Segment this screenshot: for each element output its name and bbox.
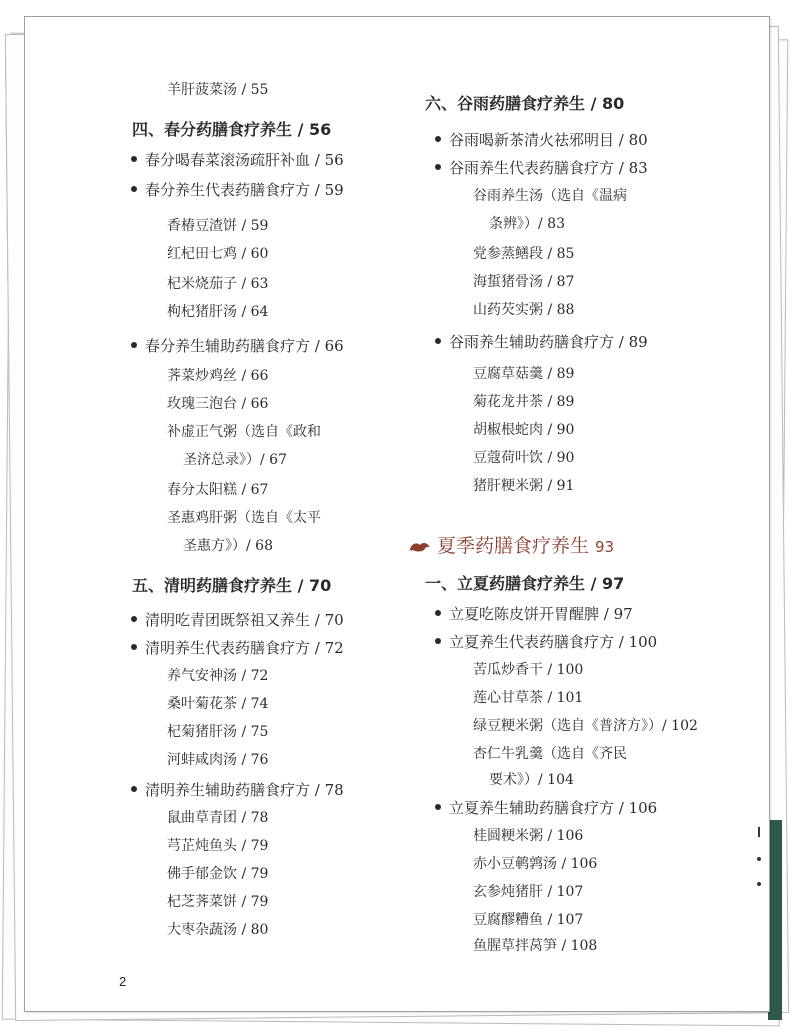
toc-recipe-entry: 胡椒根蛇肉 / 90	[473, 422, 575, 438]
toc-bullet-text: 春分养生代表药膳食疗方 / 59	[145, 181, 344, 199]
toc-recipe-entry: 海蜇猪骨汤 / 87	[473, 274, 575, 290]
toc-bullet-entry	[131, 637, 344, 658]
season-heading	[409, 531, 614, 558]
back-page-edge-green	[768, 820, 782, 1020]
toc-section-heading: 四、春分药膳食疗养生 / 56	[132, 120, 332, 139]
toc-bullet-entry	[435, 331, 648, 352]
bullet-dot-icon	[435, 638, 441, 644]
toc-bullet-entry	[131, 179, 344, 200]
toc-bullet-entry	[435, 631, 657, 652]
toc-bullet-text: 立夏养生代表药膳食疗方 / 100	[449, 633, 658, 651]
toc-recipe-entry: 春分太阳糕 / 67	[167, 482, 269, 498]
bullet-dot-icon	[131, 644, 137, 650]
toc-recipe-entry: 荠菜炒鸡丝 / 66	[167, 368, 269, 384]
toc-recipe-entry: 芎芷炖鱼头 / 79	[167, 838, 269, 854]
toc-recipe-entry: 杞芝荠菜饼 / 79	[167, 894, 269, 910]
toc-recipe-entry: 菊花龙井茶 / 89	[473, 394, 575, 410]
edge-mark	[758, 827, 760, 837]
toc-recipe-entry: 豆腐草菇羹 / 89	[473, 366, 575, 382]
toc-bullet-entry	[435, 797, 657, 818]
toc-bullet-entry	[435, 129, 648, 150]
bullet-dot-icon	[435, 136, 441, 142]
toc-recipe-entry: 莲心甘草茶 / 101	[473, 690, 584, 706]
toc-recipe-entry: 豆腐醪糟鱼 / 107	[473, 912, 584, 928]
bullet-dot-icon	[131, 342, 137, 348]
toc-recipe-entry: 玄参炖猪肝 / 107	[473, 884, 584, 900]
toc-recipe-entry: 赤小豆鹌鹑汤 / 106	[473, 856, 598, 872]
toc-bullet-text: 谷雨养生代表药膳食疗方 / 83	[449, 159, 648, 177]
toc-recipe-entry: 绿豆粳米粥（选自《普济方》）/ 102	[473, 718, 698, 734]
bullet-dot-icon	[435, 804, 441, 810]
toc-bullet-text: 清明养生代表药膳食疗方 / 72	[145, 639, 344, 657]
season-page: 93	[595, 538, 615, 556]
toc-recipe-entry: 佛手郁金饮 / 79	[167, 866, 269, 882]
toc-bullet-text: 春分喝春菜滚汤疏肝补血 / 56	[145, 151, 344, 169]
toc-bullet-entry	[435, 157, 648, 178]
toc-bullet-entry	[435, 603, 633, 624]
toc-bullet-text: 谷雨喝新茶清火祛邪明目 / 80	[449, 131, 648, 149]
bullet-dot-icon	[435, 164, 441, 170]
toc-recipe-entry: 河蚌咸肉汤 / 76	[167, 752, 269, 768]
toc-bullet-entry	[131, 149, 344, 170]
bullet-dot-icon	[435, 338, 441, 344]
toc-bullet-entry	[131, 335, 344, 356]
toc-recipe-entry: 香椿豆渣饼 / 59	[167, 218, 269, 234]
toc-recipe-entry: 养气安神汤 / 72	[167, 668, 269, 684]
bullet-dot-icon	[131, 616, 137, 622]
toc-recipe-entry: 杞米烧茄子 / 63	[167, 276, 269, 292]
toc-recipe-entry: 杏仁牛乳羹（选自《齐民	[473, 746, 627, 762]
toc-recipe-entry: 桂圆粳米粥 / 106	[473, 828, 584, 844]
toc-section-heading: 五、清明药膳食疗养生 / 70	[132, 576, 332, 595]
edge-mark	[757, 857, 761, 861]
cloud-icon	[409, 541, 431, 553]
toc-bullet-entry	[131, 779, 344, 800]
toc-recipe-entry: 豆蔻荷叶饮 / 90	[473, 450, 575, 466]
toc-recipe-entry: 党参蒸鳝段 / 85	[473, 246, 575, 262]
toc-page	[24, 16, 770, 1012]
toc-recipe-entry: 补虚正气粥（选自《政和	[167, 424, 321, 440]
toc-recipe-entry: 羊肝菠菜汤 / 55	[167, 82, 269, 98]
toc-bullet-text: 清明养生辅助药膳食疗方 / 78	[145, 781, 344, 799]
bullet-dot-icon	[131, 786, 137, 792]
toc-recipe-entry: 圣惠方》）/ 68	[183, 538, 273, 554]
toc-bullet-entry	[131, 609, 344, 630]
toc-section-heading: 六、谷雨药膳食疗养生 / 80	[425, 94, 625, 113]
toc-recipe-entry: 桑叶菊花茶 / 74	[167, 696, 269, 712]
edge-mark	[757, 882, 761, 886]
toc-recipe-entry: 鼠曲草青团 / 78	[167, 810, 269, 826]
toc-recipe-entry: 圣济总录》）/ 67	[183, 452, 287, 468]
toc-recipe-entry: 枸杞猪肝汤 / 64	[167, 304, 269, 320]
toc-recipe-entry: 要术》）/ 104	[489, 772, 574, 788]
toc-recipe-entry: 红杞田七鸡 / 60	[167, 246, 269, 262]
toc-bullet-text: 立夏养生辅助药膳食疗方 / 106	[449, 799, 658, 817]
toc-bullet-text: 春分养生辅助药膳食疗方 / 66	[145, 337, 344, 355]
toc-recipe-entry: 谷雨养生汤（选自《温病	[473, 188, 627, 204]
bullet-dot-icon	[131, 186, 137, 192]
season-title: 夏季药膳食疗养生	[437, 535, 590, 557]
toc-recipe-entry: 大枣杂蔬汤 / 80	[167, 922, 269, 938]
toc-bullet-text: 清明吃青团既祭祖又养生 / 70	[145, 611, 344, 629]
toc-recipe-entry: 苦瓜炒香干 / 100	[473, 662, 584, 678]
toc-recipe-entry: 杞菊猪肝汤 / 75	[167, 724, 269, 740]
toc-bullet-text: 立夏吃陈皮饼开胃醒脾 / 97	[449, 605, 633, 623]
toc-recipe-entry: 猪肝粳米粥 / 91	[473, 478, 575, 494]
bullet-dot-icon	[435, 610, 441, 616]
page-number: 2	[119, 974, 127, 989]
toc-recipe-entry: 鱼腥草拌莴笋 / 108	[473, 938, 598, 954]
bullet-dot-icon	[131, 156, 137, 162]
toc-recipe-entry: 玫瑰三泡台 / 66	[167, 396, 269, 412]
toc-bullet-text: 谷雨养生辅助药膳食疗方 / 89	[449, 333, 648, 351]
toc-recipe-entry: 山药芡实粥 / 88	[473, 302, 575, 318]
toc-recipe-entry: 条辨》）/ 83	[489, 216, 565, 232]
toc-recipe-entry: 圣惠鸡肝粥（选自《太平	[167, 510, 321, 526]
toc-section-heading: 一、立夏药膳食疗养生 / 97	[425, 574, 625, 593]
